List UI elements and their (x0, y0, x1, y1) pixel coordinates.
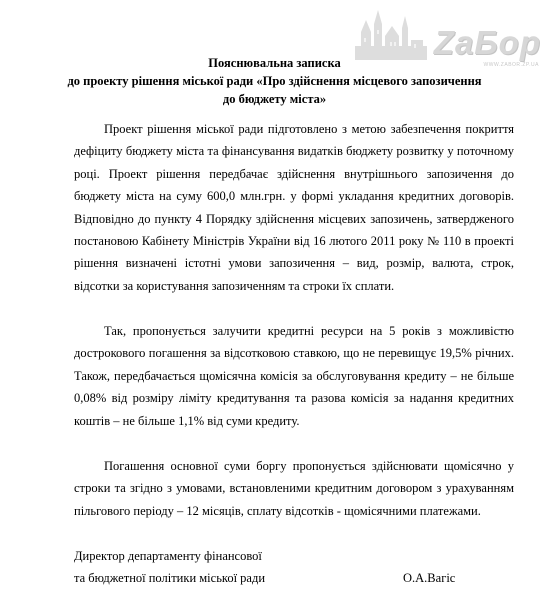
paragraph-text: Так, пропонується залучити кредитні ресурси на 5 років з можливістю дострокового погашення за відсотковою ставкою, що не перевищує 19,5% річних. Також, передбачається щомісячна комісія за обслуговування кредиту – не більше 0,08% від розміру ліміту кредитування та разова комісія за надання кредитних коштів – не більше 1,1% від суми кредиту. (74, 324, 514, 428)
signature-position-line: Директор департаменту фінансової (74, 549, 262, 563)
signature-name: О.А.Вагіс (403, 571, 456, 585)
signature-position-line: та бюджетної політики міської ради (74, 571, 266, 585)
watermark-url: WWW.ZABOR.ZP.UA (483, 62, 539, 68)
watermark-brand: ZaБор (433, 24, 541, 61)
paragraph (74, 320, 514, 432)
title-line: Пояснювальна записка (208, 56, 341, 70)
document-title (0, 54, 549, 108)
title-line: до бюджету міста» (222, 92, 327, 106)
paragraph-text: Погашення основної суми боргу пропонується здійснювати щомісячно у строки та згідно з умовами, встановленими кредитним договором з урахуванням пільгового періоду – 12 місяців, сплату відсотків - щомісячними платежами. (74, 459, 514, 518)
paragraph (74, 455, 514, 522)
title-line: до проекту рішення міської ради «Про здійснення місцевого запозичення (67, 74, 482, 88)
paragraph (74, 118, 514, 297)
paragraph-text: Проект рішення міської ради підготовлено з метою забезпечення покриття дефіциту бюджету міста та фінансування видатків бюджету розвитку у поточному році. Проект рішення передбачає здійснення внутрішнього запозичення до бюджету міста на суму 600,0 млн.грн. у формі укладання кредитних договорів. Відповідно до пункту 4 Порядку здійснення місцевих запозичень, затвердженого постановою Кабінету Міністрів України від 16 лютого 2011 року № 110 в проекті рішення визначені істотні умови запозичення – вид, розмір, валюта, строк, відсотки за користування запозиченням та строки їх сплати. (74, 122, 514, 293)
